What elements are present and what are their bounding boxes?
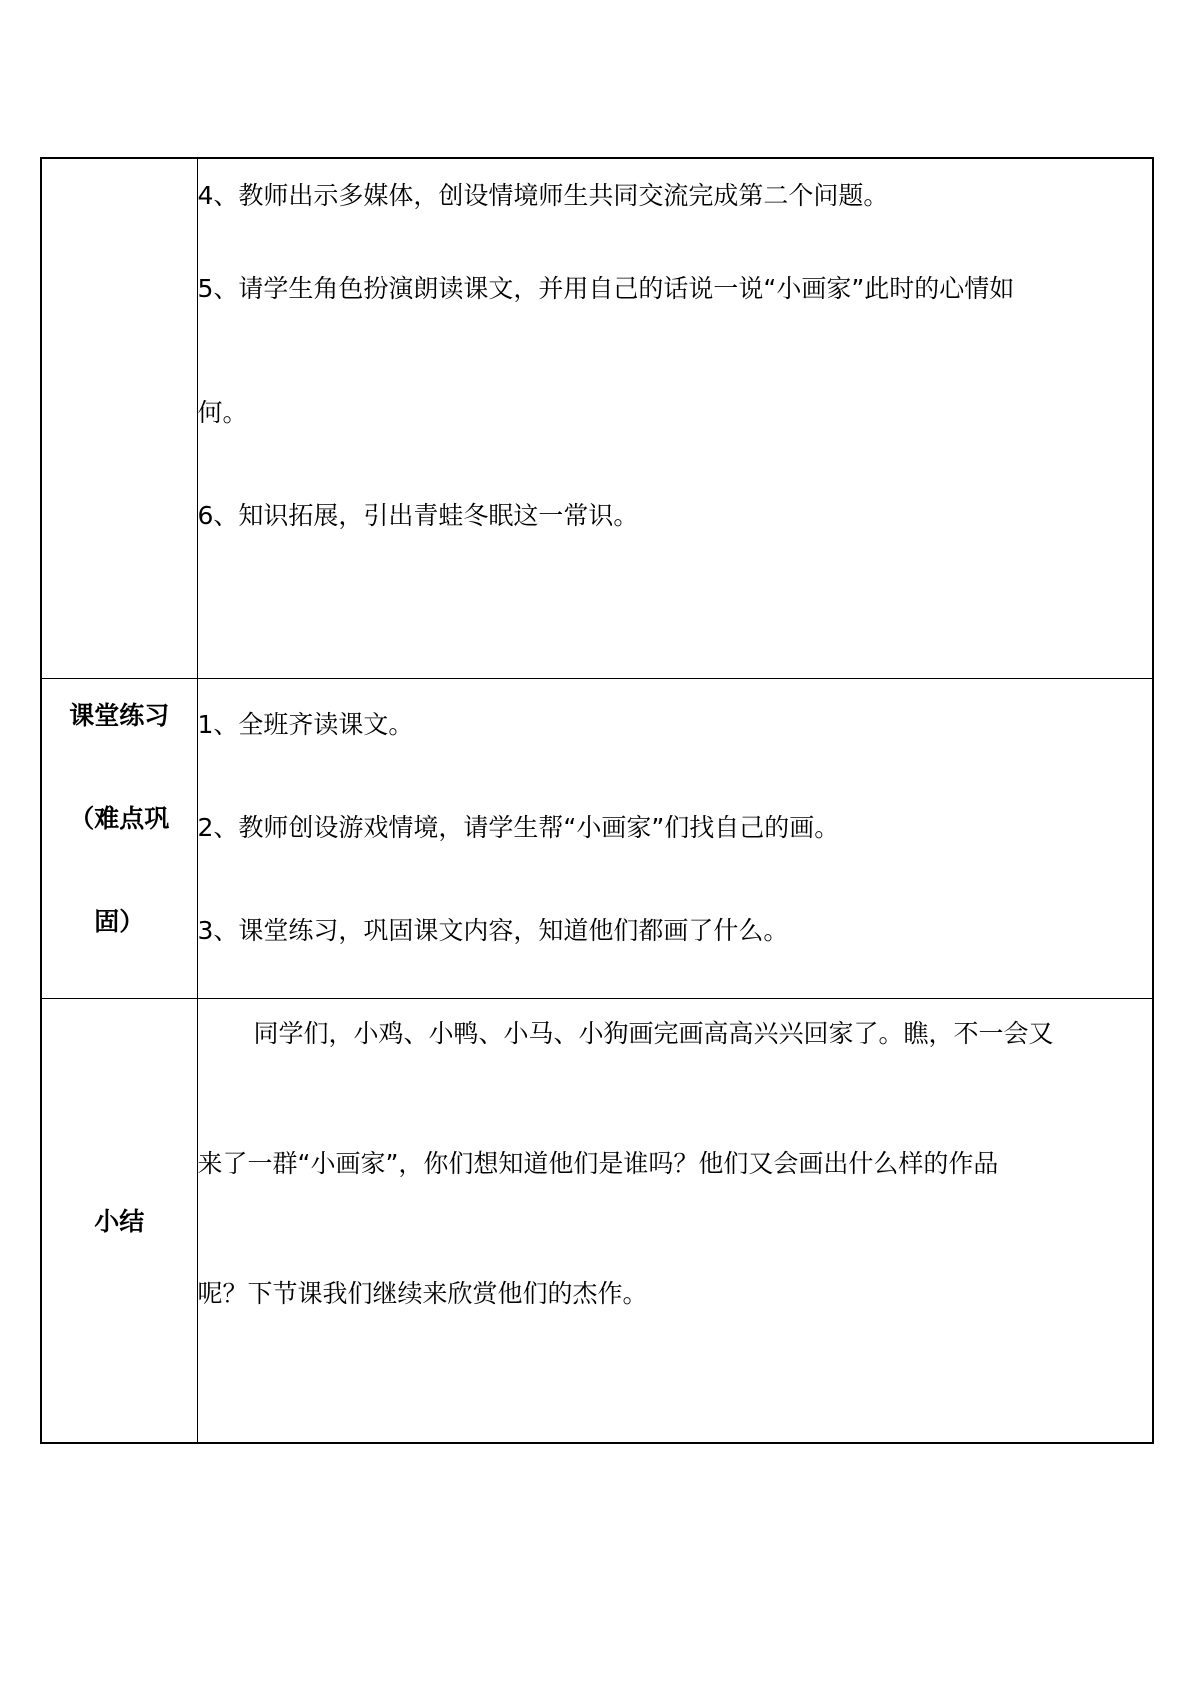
content-line: 3、课堂练习，巩固课文内容，知道他们都画了什么。	[197, 915, 789, 945]
content-line: 来了一群“小画家”，你们想知道他们是谁吗？他们又会画出什么样的作品	[197, 1148, 999, 1178]
row-content	[197, 998, 1153, 1443]
row-label-summary	[41, 998, 197, 1443]
row-content	[197, 158, 1153, 678]
table-row	[41, 158, 1153, 678]
content-line: 5、请学生角色扮演朗读课文，并用自己的话说一说“小画家”此时的心情如	[197, 274, 1015, 303]
content-line: 2、教师创设游戏情境，请学生帮“小画家”们找自己的画。	[197, 812, 840, 842]
row-label-line: （难点巩	[69, 803, 170, 833]
row-content	[197, 678, 1153, 998]
content-line: 同学们，小鸡、小鸭、小马、小狗画完画高高兴兴回家了。瞧，不一会又	[253, 1018, 1054, 1048]
table-row	[41, 678, 1153, 998]
content-line: 4、教师出示多媒体，创设情境师生共同交流完成第二个问题。	[197, 181, 889, 210]
table-row	[41, 998, 1153, 1443]
row-label-line: 小结	[94, 1207, 145, 1237]
row-label-classroom-practice	[41, 678, 197, 998]
content-line: 何。	[197, 398, 248, 427]
content-line: 6、知识拓展，引出青蛙冬眠这一常识。	[197, 501, 639, 530]
content-line: 呢？下节课我们继续来欣赏他们的杰作。	[197, 1278, 648, 1308]
content-line: 1、全班齐读课文。	[197, 709, 414, 739]
row-label-line: 固）	[94, 906, 145, 936]
lesson-plan-table	[40, 157, 1154, 1444]
row-label-empty	[41, 158, 197, 678]
row-label-line: 课堂练习	[69, 700, 170, 730]
